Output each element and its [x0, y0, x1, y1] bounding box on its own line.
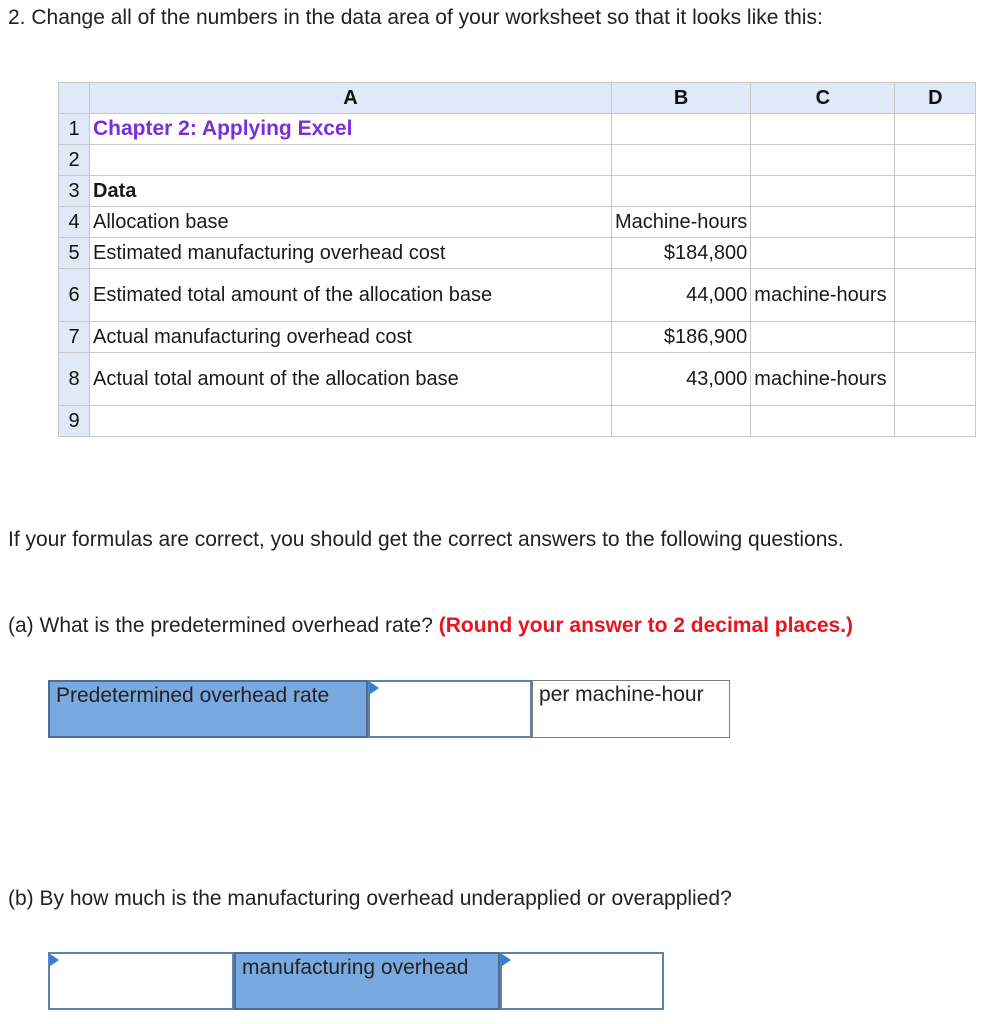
spreadsheet [58, 82, 976, 437]
row-number[interactable]: 5 [59, 238, 90, 269]
overhead-status-input[interactable] [50, 954, 232, 1008]
sheet-row [59, 238, 976, 269]
cell-a5[interactable]: Estimated manufacturing overhead cost [90, 238, 612, 269]
answer-row-a [48, 680, 730, 738]
row-number[interactable]: 1 [59, 114, 90, 145]
cell-d2[interactable] [895, 145, 976, 176]
cell-b4-text: Machine-hours [615, 210, 748, 233]
predetermined-rate-input[interactable] [370, 682, 530, 736]
cell-b8[interactable]: 43,000 [612, 353, 751, 406]
sheet-row [59, 353, 976, 406]
cell-d5[interactable] [895, 238, 976, 269]
cell-c6[interactable]: machine-hours [751, 269, 895, 322]
row-number[interactable]: 8 [59, 353, 90, 406]
question-a [8, 614, 853, 638]
row-number[interactable]: 9 [59, 406, 90, 437]
cell-d4[interactable] [895, 207, 976, 238]
cell-b6[interactable]: 44,000 [612, 269, 751, 322]
row-number[interactable]: 4 [59, 207, 90, 238]
sheet-row [59, 145, 976, 176]
sheet-row [59, 176, 976, 207]
sheet-row [59, 114, 976, 145]
row-number[interactable]: 7 [59, 322, 90, 353]
column-header-b[interactable]: B [612, 83, 751, 114]
overhead-amount-input-box[interactable] [500, 952, 664, 1010]
overhead-amount-input[interactable] [502, 954, 662, 1008]
cell-a9[interactable] [90, 406, 612, 437]
per-machine-hour-label: per machine-hour [532, 680, 730, 738]
cell-c5[interactable] [751, 238, 895, 269]
cell-a2[interactable] [90, 145, 612, 176]
row-number[interactable]: 3 [59, 176, 90, 207]
intro-text: If your formulas are correct, you should get the correct answers to the following questions. [8, 528, 844, 551]
predetermined-rate-label: Predetermined overhead rate [48, 680, 368, 738]
input-marker-icon [502, 954, 511, 966]
question-a-note: (Round your answer to 2 decimal places.) [438, 614, 854, 637]
question-a-text: (a) What is the predetermined overhead rate? [8, 614, 433, 637]
corner-cell[interactable] [59, 83, 90, 114]
cell-b9[interactable] [612, 406, 751, 437]
cell-b1[interactable] [612, 114, 751, 145]
cell-a7[interactable]: Actual manufacturing overhead cost [90, 322, 612, 353]
cell-d9[interactable] [895, 406, 976, 437]
column-header-d[interactable]: D [895, 83, 976, 114]
sheet-row [59, 406, 976, 437]
sheet-row [59, 322, 976, 353]
cell-a6[interactable]: Estimated total amount of the allocation base [90, 269, 612, 322]
overhead-status-input-box[interactable] [48, 952, 234, 1010]
cell-c2[interactable] [751, 145, 895, 176]
cell-d1[interactable] [895, 114, 976, 145]
column-header-c[interactable]: C [751, 83, 895, 114]
cell-c9[interactable] [751, 406, 895, 437]
row-number[interactable]: 2 [59, 145, 90, 176]
instruction-text: 2. Change all of the numbers in the data area of your worksheet so that it looks like this: [8, 6, 823, 29]
input-marker-icon [370, 682, 379, 694]
cell-d7[interactable] [895, 322, 976, 353]
cell-c4[interactable] [751, 207, 895, 238]
cell-b4[interactable] [612, 207, 751, 238]
cell-b3[interactable] [612, 176, 751, 207]
cell-b2[interactable] [612, 145, 751, 176]
row-number[interactable]: 6 [59, 269, 90, 322]
manufacturing-overhead-label: manufacturing overhead [234, 952, 500, 1010]
cell-d6[interactable] [895, 269, 976, 322]
cell-c7[interactable] [751, 322, 895, 353]
cell-c3[interactable] [751, 176, 895, 207]
question-b-text: (b) By how much is the manufacturing overhead underapplied or overapplied? [8, 887, 732, 910]
sheet-row [59, 207, 976, 238]
cell-c8[interactable]: machine-hours [751, 353, 895, 406]
answer-row-b [48, 952, 664, 1010]
cell-a8[interactable]: Actual total amount of the allocation base [90, 353, 612, 406]
cell-b7[interactable]: $186,900 [612, 322, 751, 353]
column-header-a[interactable]: A [90, 83, 612, 114]
sheet-row [59, 269, 976, 322]
cell-a4[interactable]: Allocation base [90, 207, 612, 238]
cell-d8[interactable] [895, 353, 976, 406]
input-marker-icon [50, 954, 59, 966]
cell-d3[interactable] [895, 176, 976, 207]
cell-a3[interactable]: Data [90, 176, 612, 207]
cell-b5[interactable]: $184,800 [612, 238, 751, 269]
cell-a1[interactable]: Chapter 2: Applying Excel [90, 114, 612, 145]
predetermined-rate-input-box[interactable] [368, 680, 532, 738]
cell-c1[interactable] [751, 114, 895, 145]
